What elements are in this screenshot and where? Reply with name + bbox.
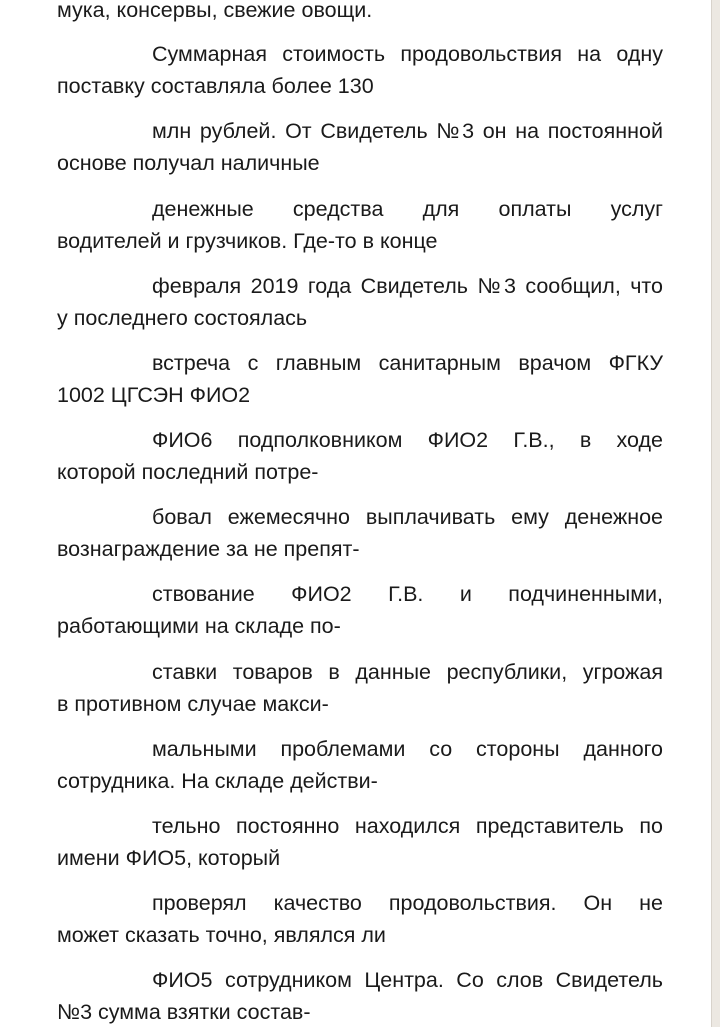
text-line: которой последний потре-	[57, 460, 319, 484]
text-line: 1002 ЦГСЭН ФИО2	[57, 383, 251, 407]
text-line: основе получал наличные	[57, 151, 320, 175]
text-line: ставки товаров в данные республики, угрожая	[152, 660, 663, 684]
text-line: денежные средства для оплаты услуг	[152, 197, 663, 221]
text-line: водителей и грузчиков. Где-то в конце	[57, 229, 438, 253]
text-line: млн рублей. От Свидетель №3 он на постоянной	[152, 119, 663, 143]
text-line: Суммарная стоимость продовольствия на одну	[152, 42, 663, 66]
text-line: в противном случае макси-	[57, 692, 329, 716]
page-edge	[711, 0, 712, 1027]
text-line: ФИО5 сотрудником Центра. Со слов Свидетель	[152, 968, 663, 992]
text-line: мальными проблемами со стороны данного	[152, 737, 663, 761]
text-line: февраля 2019 года Свидетель №3 сообщил, что	[152, 274, 663, 298]
text-line: тельно постоянно находился представитель по	[152, 814, 663, 838]
text-line: работающими на складе по-	[57, 614, 341, 638]
text-line: мука, консервы, свежие овощи.	[57, 0, 373, 22]
text-line: проверял качество продовольствия. Он не	[152, 891, 663, 915]
text-line: бовал ежемесячно выплачивать ему денежное	[152, 505, 663, 529]
text-line: ствование ФИО2 Г.В. и подчиненными,	[152, 582, 663, 606]
text-line: может сказать точно, являлся ли	[57, 923, 386, 947]
text-line: у последнего состоялась	[57, 306, 308, 330]
text-line: имени ФИО5, который	[57, 846, 281, 870]
text-line: вознаграждение за не препят-	[57, 537, 360, 561]
text-line: ФИО6 подполковником ФИО2 Г.В., в ходе	[152, 428, 663, 452]
text-line: поставку составляла более 130	[57, 74, 374, 98]
text-line: встреча с главным санитарным врачом ФГКУ	[152, 351, 663, 375]
text-line: №3 сумма взятки состав-	[57, 1000, 311, 1024]
text-line: сотрудника. На складе действи-	[57, 769, 378, 793]
